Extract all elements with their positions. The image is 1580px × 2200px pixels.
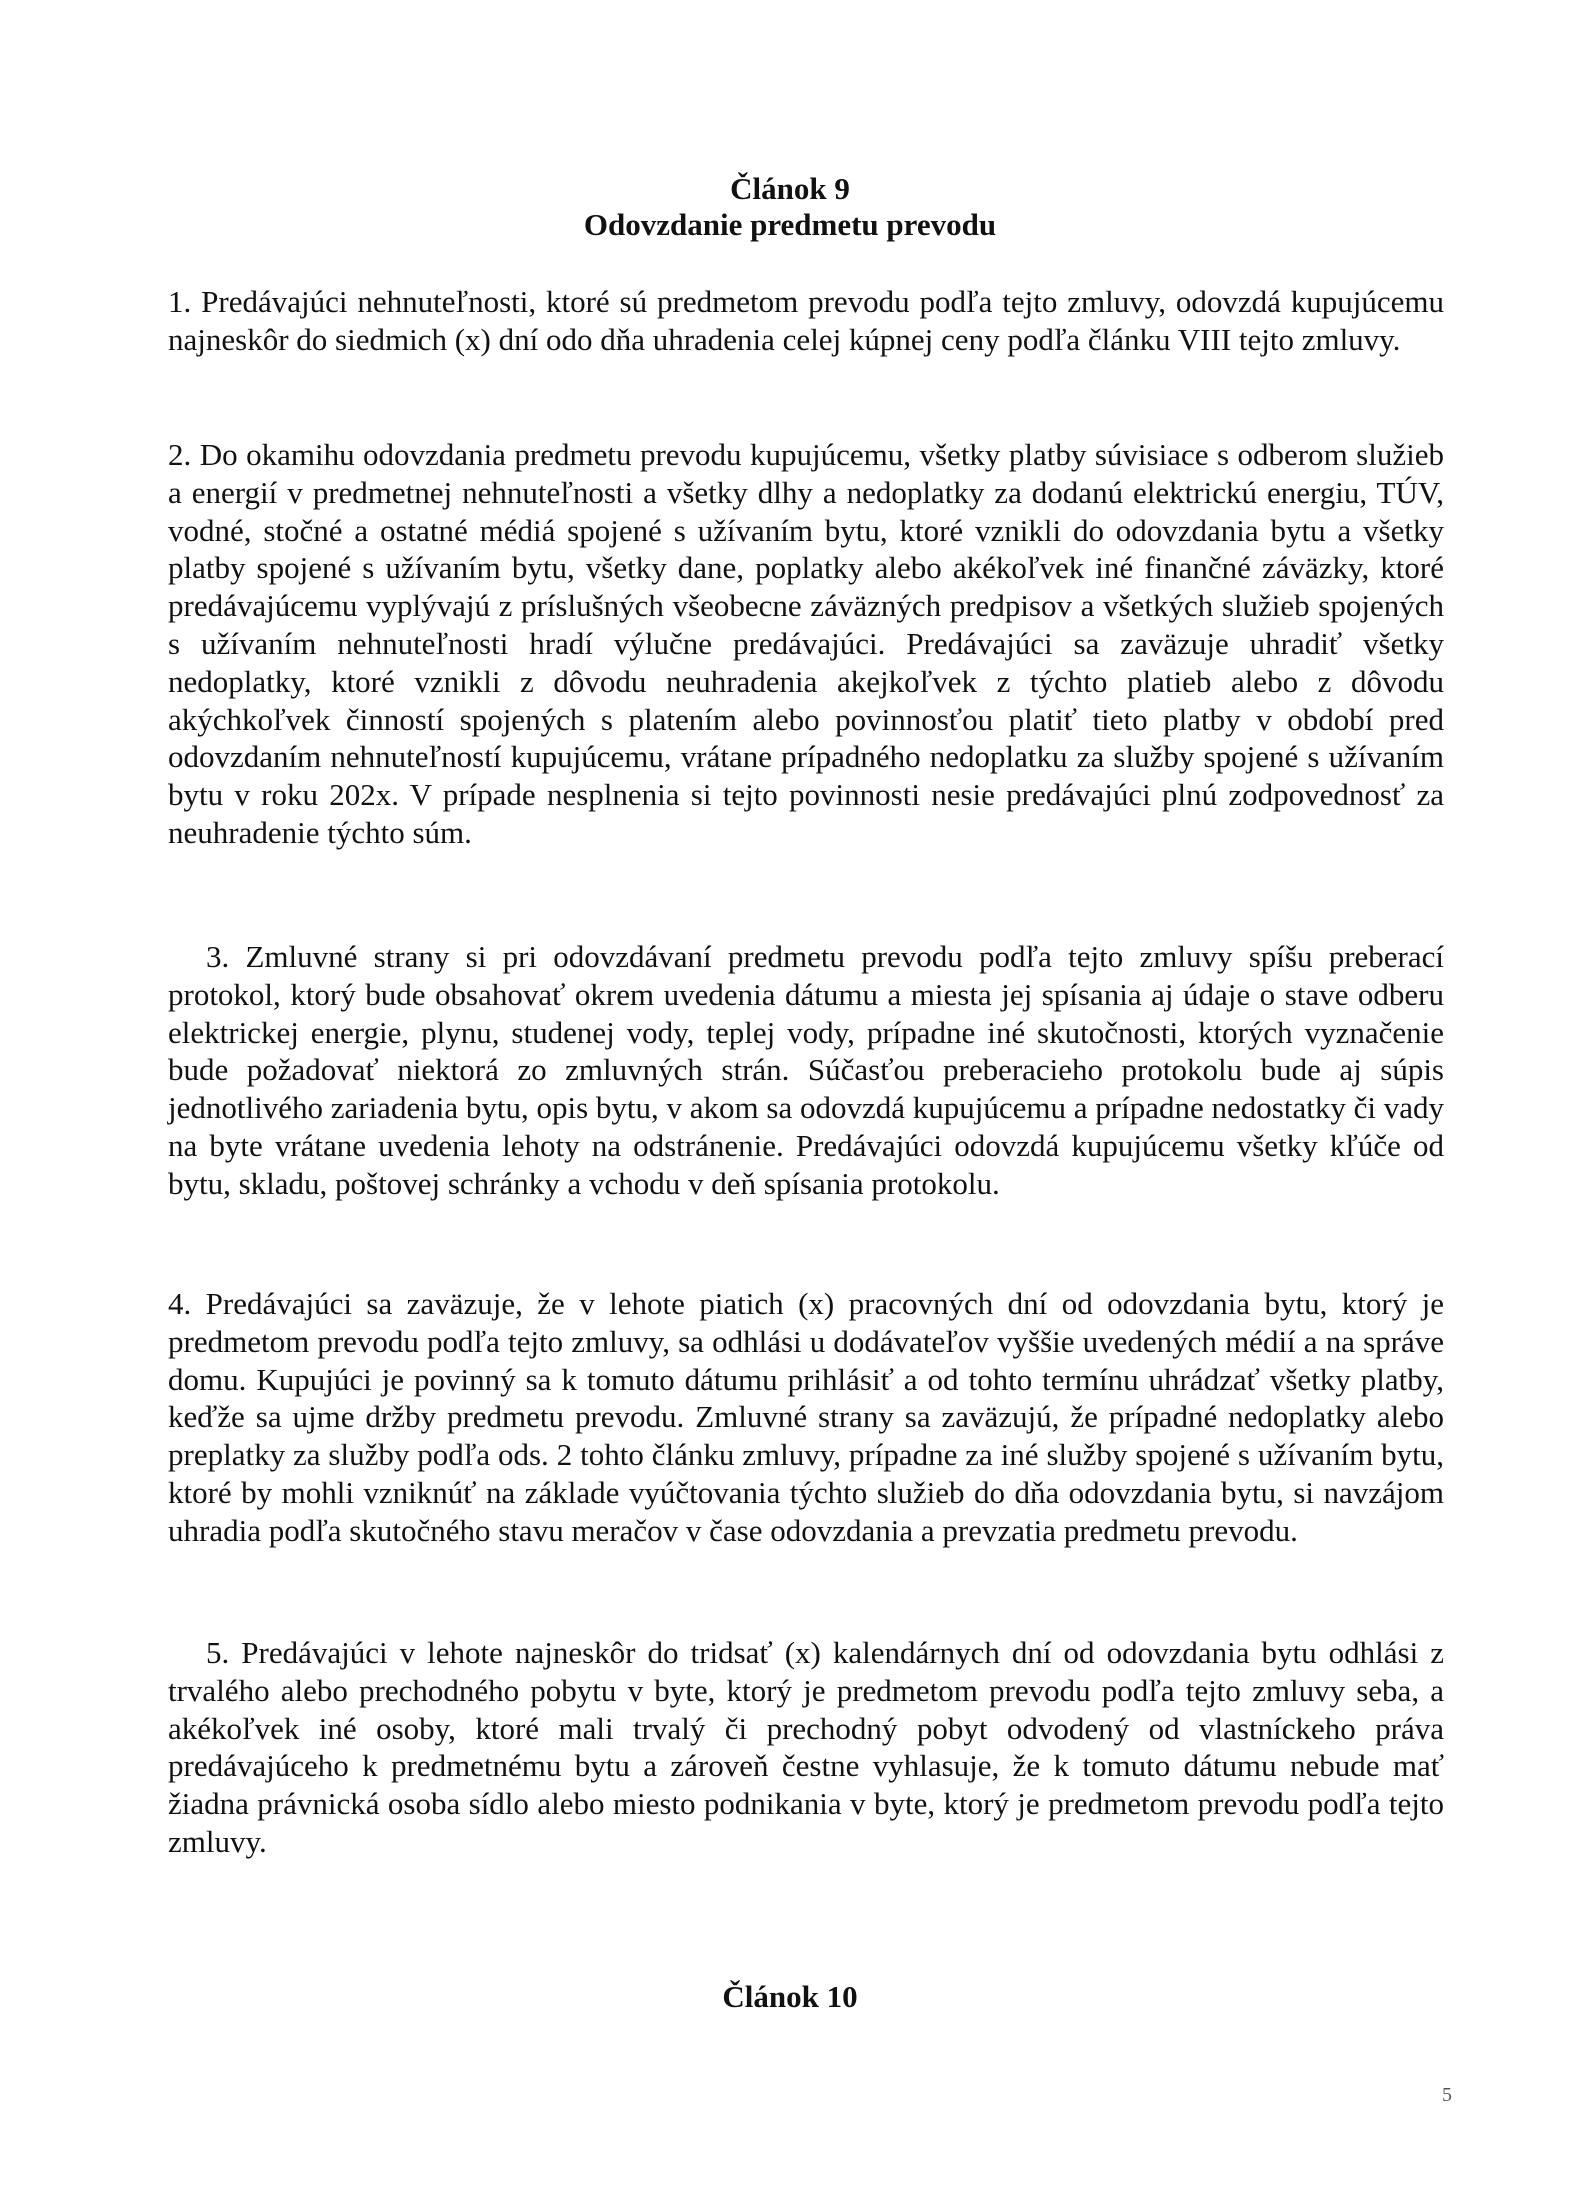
- article-10-title: Článok 10: [722, 1979, 858, 2014]
- paragraph-3: 3. Zmluvné strany si pri odovzdávaní predmetu prevodu podľa tejto zmluvy spíšu preberací protokol, ktorý bude obsahovať okrem uvedenia dátumu a miesta jej spísania aj údaje o stave odberu elektrickej energie, plynu, studenej vody, teplej vody, prípadne iné skutočnosti, ktorých vyznačenie bude požadovať niektorá zo zmluvných strán. Súčasťou preberacieho protokolu bude aj súpis jednotlivého zariadenia bytu, opis bytu, v akom sa odovzdá kupujúcemu a prípadne nedostatky či vady na byte vrátane uvedenia lehoty na odstránenie. Predávajúci odovzdá kupujúcemu všetky kľúče od bytu, skladu, poštovej schránky a vchodu v deň spísania protokolu.: [168, 939, 1444, 1201]
- paragraph-4: 4. Predávajúci sa zaväzuje, že v lehote piatich (x) pracovných dní od odovzdania bytu, ktorý je predmetom prevodu podľa tejto zmluvy, sa odhlási u dodávateľov vyššie uvedených médií a na správe domu. Kupujúci je povinný sa k tomuto dátumu prihlásiť a od tohto termínu uhrádzať všetky platby, keďže sa ujme držby predmetu prevodu. Zmluvné strany sa zaväzujú, že prípadné nedoplatky alebo preplatky za služby podľa ods. 2 tohto článku zmluvy, prípadne za iné služby spojené s užívaním bytu, ktoré by mohli vzniknúť na základe vyúčtovania týchto služieb do dňa odovzdania bytu, si navzájom uhradia podľa skutočného stavu meračov v čase odovzdania a prevzatia predmetu prevodu.: [168, 1286, 1444, 1548]
- paragraph-1: 1. Predávajúci nehnuteľnosti, ktoré sú predmetom prevodu podľa tejto zmluvy, odovzdá kupujúcemu najneskôr do siedmich (x) dní odo dňa uhradenia celej kúpnej ceny podľa článku VIII tejto zmluvy.: [168, 284, 1444, 357]
- paragraph-5: 5. Predávajúci v lehote najneskôr do tridsať (x) kalendárnych dní od odovzdania bytu odhlási z trvalého alebo prechodného pobytu v byte, ktorý je predmetom prevodu podľa tejto zmluvy seba, a akékoľvek iné osoby, ktoré mali trvalý či prechodný pobyt odvodený od vlastníckeho práva predávajúceho k predmetnému bytu a zároveň čestne vyhlasuje, že k tomuto dátumu nebude mať žiadna právnická osoba sídlo alebo miesto podnikania v byte, ktorý je predmetom prevodu podľa tejto zmluvy.: [168, 1635, 1444, 1859]
- article-9-title: Článok 9: [730, 171, 850, 206]
- paragraph-2: 2. Do okamihu odovzdania predmetu prevodu kupujúcemu, všetky platby súvisiace s odberom služieb a energií v predmetnej nehnuteľnosti a všetky dlhy a nedoplatky za dodanú elektrickú energiu, TÚV, vodné, stočné a ostatné médiá spojené s užívaním bytu, ktoré vznikli do odovzdania bytu a všetky platby spojené s užívaním bytu, všetky dane, poplatky alebo akékoľvek iné finančné záväzky, ktoré predávajúcemu vyplývajú z príslušných všeobecne záväzných predpisov a všetkých služieb spojených s užívaním nehnuteľnosti hradí výlučne predávajúci. Predávajúci sa zaväzuje uhradiť všetky nedoplatky, ktoré vznikli z dôvodu neuhradenia akejkoľvek z týchto platieb alebo z dôvodu akýchkoľvek činností spojených s platením alebo povinnosťou platiť tieto platby v období pred odovzdaním nehnuteľností kupujúcemu, vrátane prípadného nedoplatku za služby spojené s užívaním bytu v roku 202x. V prípade nesplnenia si tejto povinnosti nesie predávajúci plnú zodpovednosť za neuhradenie týchto súm.: [168, 437, 1444, 850]
- page-number: 5: [1442, 2084, 1452, 2106]
- article-9-subtitle: Odovzdanie predmetu prevodu: [583, 207, 997, 242]
